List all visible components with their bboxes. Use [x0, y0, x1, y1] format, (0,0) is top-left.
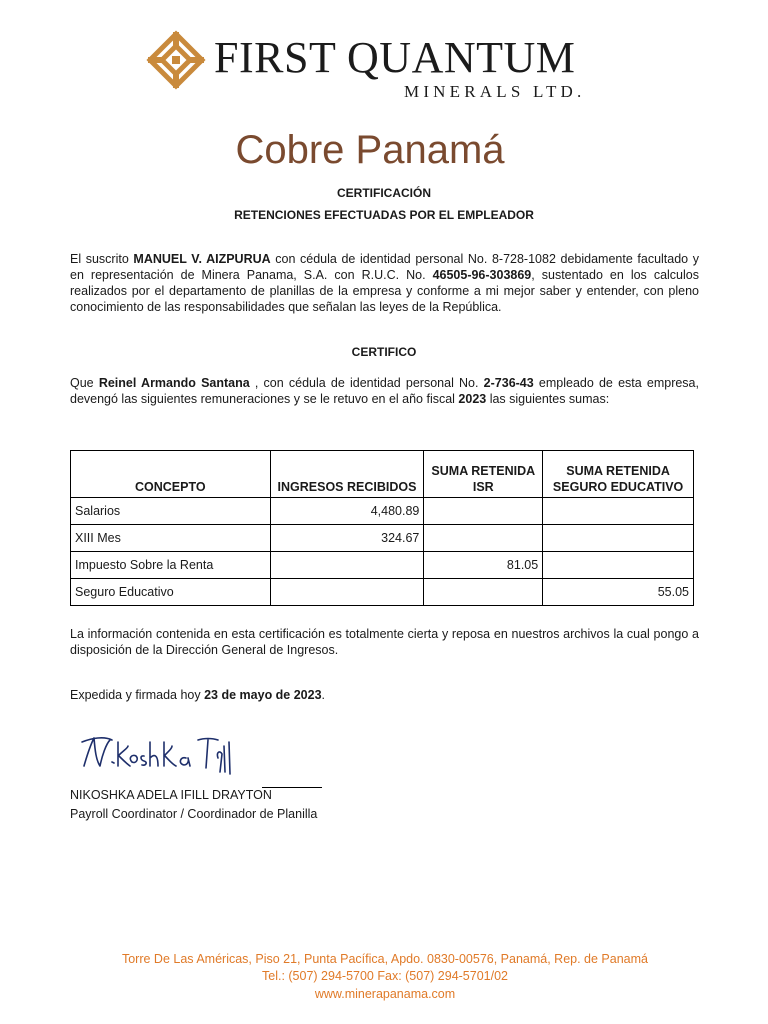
table-cell	[543, 525, 694, 552]
table-row	[71, 552, 694, 579]
certifico-heading: CERTIFICO	[351, 345, 417, 359]
table-cell: 55.05	[543, 579, 694, 606]
certificacion-heading: CERTIFICACIÓN	[337, 186, 431, 200]
table-row	[71, 525, 694, 552]
issued-line: Expedida y firmada hoy 23 de mayo de 2023.	[70, 688, 326, 702]
table-cell	[424, 525, 543, 552]
brand-title: Cobre Panamá	[235, 128, 505, 172]
col-header-ingresos: INGRESOS RECIBIDOS	[270, 451, 424, 498]
col-header-isr: SUMA RETENIDA ISR	[424, 451, 543, 498]
signer-full-name: NIKOSHKA ADELA IFILL DRAYTON	[70, 788, 272, 802]
table-cell: XIII Mes	[71, 525, 271, 552]
table-cell	[270, 579, 424, 606]
employee-paragraph: Que Reinel Armando Santana , con cédula de identidad personal No. 2-736-43 empleado de esta empresa, devengó las siguientes remuneraciones y se le retuvo en el año fiscal 2023 las siguientes sumas:	[70, 376, 699, 406]
subtitle-heading: RETENCIONES EFECTUADAS POR EL EMPLEADOR	[234, 208, 534, 222]
table-header-row	[71, 451, 694, 498]
col-header-concepto: CONCEPTO	[71, 451, 271, 498]
signer-name: MANUEL V. AIZPURUA	[133, 252, 271, 266]
handwritten-signature	[78, 732, 238, 782]
table-cell	[424, 498, 543, 525]
table-cell: 324.67	[270, 525, 424, 552]
table-cell	[543, 552, 694, 579]
footer-website[interactable]: www.minerapanama.com	[314, 987, 456, 1001]
closing-statement: La información contenida en esta certificación es totalmente cierta y reposa en nuestros archivos la cual pongo a disposición de la Dirección General de Ingresos.	[70, 627, 699, 657]
table-cell: Seguro Educativo	[71, 579, 271, 606]
table-cell	[424, 579, 543, 606]
fiscal-year: 2023	[458, 392, 487, 406]
table-cell: Impuesto Sobre la Renta	[71, 552, 271, 579]
table-cell: 81.05	[424, 552, 543, 579]
company-subname: MINERALS LTD.	[404, 82, 586, 101]
ruc-number: 46505-96-303869	[432, 268, 532, 282]
footer-address: Torre De Las Américas, Piso 21, Punta Pacífica, Apdo. 0830-00576, Panamá, Rep. de Panamá	[121, 952, 648, 966]
table-row	[71, 579, 694, 606]
table-cell	[270, 552, 424, 579]
employee-name: Reinel Armando Santana	[98, 376, 250, 390]
col-header-seguro: SUMA RETENIDA SEGURO EDUCATIVO	[543, 451, 694, 498]
first-quantum-logo-icon	[146, 30, 206, 90]
table-cell: 4,480.89	[270, 498, 424, 525]
employee-id: 2-736-43	[483, 376, 534, 390]
footer-phone: Tel.: (507) 294-5700 Fax: (507) 294-5701/02	[262, 969, 508, 983]
retentions-table	[70, 450, 694, 606]
table-row	[71, 498, 694, 525]
table-cell	[543, 498, 694, 525]
company-name: FIRST QUANTUM	[214, 33, 576, 82]
table-cell: Salarios	[71, 498, 271, 525]
intro-paragraph: El suscrito MANUEL V. AIZPURUA con cédula de identidad personal No. 8-728-1082 debidamente facultado y en representación de Minera Panama, S.A. con R.U.C. No. 46505-96-303869, sustentado en los calculos realizados por el departamento de planillas de la empresa y conforme a mi mejor saber y entender, con pleno conocimiento de las responsabilidades que señalan las leyes de la República.	[70, 252, 699, 314]
issued-date: 23 de mayo de 2023	[204, 688, 322, 702]
signer-role: Payroll Coordinator / Coordinador de Planilla	[70, 807, 318, 821]
